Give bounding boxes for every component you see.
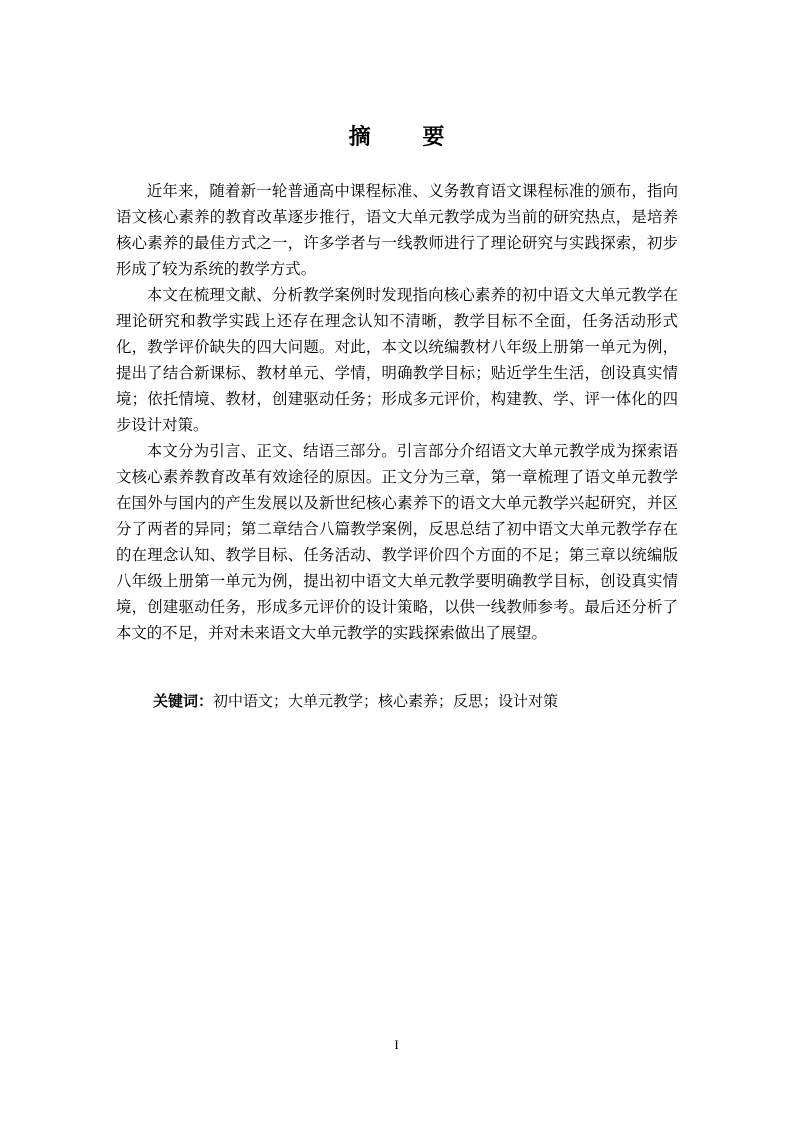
abstract-paragraph-3: 本文分为引言、正文、结语三部分。引言部分介绍语文大单元教学成为探索语文核心素养教育改革有效途径的原因。正文分为三章，第一章梳理了语文单元教学在国外与国内的产生发展以及新世纪核心素养下的语文大单元教学兴起研究，并区分了两者的异同；第二章结合八篇教学案例，反思总结了初中语文大单元教学存在的在理念认知、教学目标、任务活动、教学评价四个方面的不足；第三章以统编版八年级上册第一单元为例，提出初中语文大单元教学要明确教学目标，创设真实情境，创建驱动任务，形成多元评价的设计策略，以供一线教师参考。最后还分析了本文的不足，并对未来语文大单元教学的实践探索做出了展望。 [116,442,678,642]
page-title: 摘 要 [348,125,467,150]
abstract-paragraph-2: 本文在梳理文献、分析教学案例时发现指向核心素养的初中语文大单元教学在理论研究和教学实践上还存在理念认知不清晰，教学目标不全面，任务活动形式化，教学评价缺失的四大问题。对此，本文以统编教材八年级上册第一单元为例，提出了结合新课标、教材单元、学情，明确教学目标；贴近学生生活，创设真实情境；依托情境、教材，创建驱动任务；形成多元评价，构建教、学、评一体化的四步设计对策。 [116,286,678,434]
keywords-text: 初中语文；大单元教学；核心素养；反思；设计对策 [213,692,559,710]
page-number: I [394,1037,399,1052]
abstract-paragraph-1: 近年来，随着新一轮普通高中课程标准、义务教育语文课程标准的颁布，指向语文核心素养的教育改革逐步推行，语文大单元教学成为当前的研究热点，是培养核心素养的最佳方式之一，许多学者与一线教师进行了理论研究与实践探索，初步形成了较为系统的教学方式。 [116,182,678,278]
keywords-label: 关键词： [153,692,214,710]
keywords-line [153,688,693,714]
abstract-body [116,178,678,646]
